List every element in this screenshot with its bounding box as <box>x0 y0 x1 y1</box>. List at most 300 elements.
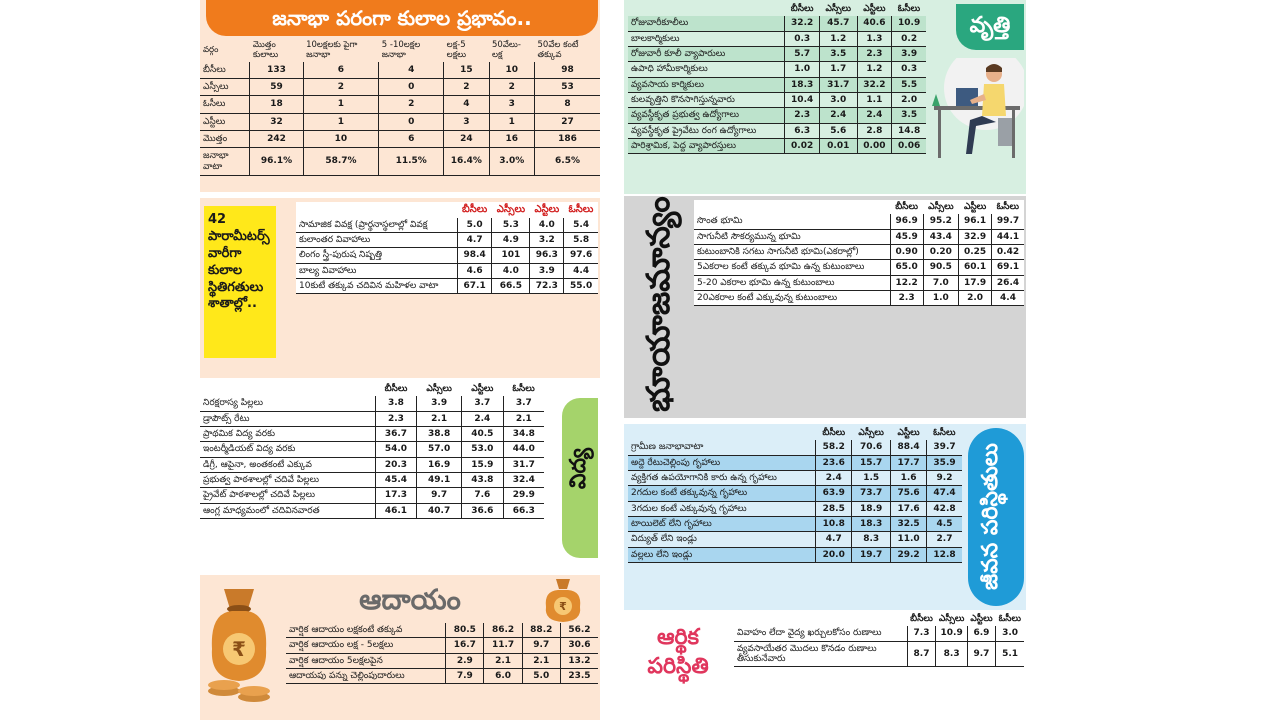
table-cell: 2.8 <box>857 123 892 138</box>
occupation-table <box>628 2 926 154</box>
parameters-section <box>200 198 600 378</box>
table-row <box>200 396 544 411</box>
table-cell: 2.1 <box>522 653 560 668</box>
land-section <box>624 196 1026 418</box>
table-cell: 3 <box>489 96 535 113</box>
table-cell: 36.7 <box>375 427 417 442</box>
row-label: డిగ్రీ, ఆపైనా, అంతకంటే ఎక్కువ <box>200 457 375 472</box>
row-label: జనాభా వాటా <box>200 148 250 176</box>
row-label: విద్యుత్ లేని ఇండ్లు <box>628 532 816 547</box>
table-cell: 2.0 <box>959 291 992 306</box>
income-table <box>286 623 598 684</box>
table-cell: 80.5 <box>446 623 484 638</box>
table-cell: 101 <box>492 248 530 263</box>
table-cell: 0.42 <box>992 245 1024 260</box>
table-cell: 38.8 <box>417 427 462 442</box>
table-cell: 96.1 <box>959 214 992 229</box>
table-cell: 2.4 <box>816 471 852 486</box>
table-cell: 96.1% <box>250 148 303 176</box>
row-label: ఆంగ్ల మాధ్యమంలో చదివినవారత <box>200 503 375 518</box>
table-cell: 6.0 <box>484 669 522 684</box>
occupation-section <box>624 0 1026 194</box>
table-cell: 3 <box>444 113 489 130</box>
table-cell: 96.3 <box>530 248 564 263</box>
table-cell: 2 <box>379 96 444 113</box>
table-row <box>694 260 1024 275</box>
table-cell: 88.2 <box>522 623 560 638</box>
row-label: 5ఎకరాల కంటే తక్కువ భూమి ఉన్న కుటుంబాలు <box>694 260 890 275</box>
table-cell: 44.0 <box>503 442 544 457</box>
table-cell: 18.3 <box>785 77 820 92</box>
table-row <box>628 440 962 455</box>
column-header: ఎస్టీలు <box>963 202 987 212</box>
table-cell: 0.06 <box>892 139 926 154</box>
column-header: ఎస్టీలు <box>970 614 993 624</box>
column-header: ఓసీలు <box>568 204 594 215</box>
row-label: ఎస్టీలు <box>200 113 250 130</box>
table-cell: 98.4 <box>457 248 492 263</box>
table-cell: 2 <box>303 78 379 95</box>
table-cell: 3.0 <box>820 93 857 108</box>
row-label: బీసీలు <box>200 62 250 79</box>
row-label: ప్రాథమిక విద్య వరకు <box>200 427 375 442</box>
table-row <box>628 77 926 92</box>
table-cell: 10 <box>303 130 379 147</box>
table-cell: 9.7 <box>417 488 462 503</box>
table-cell: 53.0 <box>462 442 504 457</box>
table-cell: 32.2 <box>857 77 892 92</box>
table-cell: 47.4 <box>927 486 962 501</box>
table-cell: 2.3 <box>857 47 892 62</box>
table-row <box>628 532 962 547</box>
column-header: ఎస్సీలు <box>496 204 526 215</box>
table-header-row <box>628 426 962 440</box>
table-cell: 18.3 <box>852 517 891 532</box>
table-row <box>200 473 544 488</box>
row-label: కుటుంబానికి సగటు సాగునీటి భూమి(ఎకరాల్లో) <box>694 245 890 260</box>
table-cell: 17.6 <box>891 501 927 516</box>
row-label: ప్రైవేట్ పాఠశాలల్లో చదివే పిల్లలు <box>200 488 375 503</box>
table-cell: 3.5 <box>892 108 926 123</box>
table-cell: 7.0 <box>923 275 959 290</box>
column-header: వర్గం <box>203 44 219 55</box>
row-label: వివాహం లేదా వైద్య ఖర్చులకోసం రుణాలు <box>734 626 907 641</box>
row-label: బాలకార్మికులు <box>628 31 785 46</box>
table-row <box>200 78 600 95</box>
education-tab <box>562 398 598 558</box>
small-money-bag-icon <box>538 575 588 625</box>
table-cell: 5.3 <box>492 218 530 233</box>
table-row <box>628 16 926 31</box>
table-row <box>200 130 600 147</box>
table-cell: 18.9 <box>852 501 891 516</box>
column-header: ఎస్టీలు <box>534 204 560 215</box>
living-label: జీవన పరిస్థితులు <box>978 443 1003 591</box>
row-label: రోజువారీ కూలీ వ్యాపారులు <box>628 47 785 62</box>
table-cell: 15.9 <box>462 457 504 472</box>
table-header-row <box>628 2 926 16</box>
table-cell: 2.9 <box>446 653 484 668</box>
table-cell: 3.0 <box>996 626 1024 641</box>
table-cell: 10 <box>489 62 535 79</box>
table-cell: 8.3 <box>936 641 967 667</box>
table-cell: 8.7 <box>907 641 936 667</box>
row-label: ఆదాయపు పన్ను చెల్లింపుదారులు <box>286 669 446 684</box>
table-cell: 45.4 <box>375 473 417 488</box>
table-cell: 90.5 <box>923 260 959 275</box>
table-cell: 1.7 <box>820 62 857 77</box>
table-cell: 42.8 <box>927 501 962 516</box>
table-cell: 2.3 <box>375 411 417 426</box>
table-cell: 3.9 <box>530 263 564 278</box>
table-cell: 40.6 <box>857 16 892 31</box>
table-cell: 58.7% <box>303 148 379 176</box>
column-header: 10లక్షలకు పైగా జనాభా <box>306 40 358 60</box>
table-cell: 2.1 <box>503 411 544 426</box>
table-cell: 3.9 <box>417 396 462 411</box>
table-cell: 3.2 <box>530 232 564 247</box>
table-cell: 1.5 <box>852 471 891 486</box>
table-cell: 73.7 <box>852 486 891 501</box>
table-cell: 0.20 <box>923 245 959 260</box>
land-label: భూయాజమాన్యం <box>639 196 677 412</box>
table-cell: 88.4 <box>891 440 927 455</box>
table-cell: 1.6 <box>891 471 927 486</box>
table-cell: 5.0 <box>522 669 560 684</box>
parameters-table <box>296 202 598 294</box>
column-header: ఎస్టీలు <box>863 4 886 14</box>
table-cell: 16.7 <box>446 638 484 653</box>
table-cell: 34.8 <box>503 427 544 442</box>
row-label: సామాజిక వివక్ష (ప్రార్థనాస్థలాల్లో వివక్ష <box>296 218 457 233</box>
table-cell: 11.7 <box>484 638 522 653</box>
occupation-tag: వృత్తి <box>956 4 1024 50</box>
table-row <box>628 547 962 562</box>
table-cell: 1 <box>303 113 379 130</box>
column-header: బీసీలు <box>822 428 846 438</box>
table-cell: 1.2 <box>857 62 892 77</box>
table-row <box>628 501 962 516</box>
row-label: కులవృత్తిని కొనసాగిస్తున్నవారు <box>628 93 785 108</box>
table-cell: 60.1 <box>959 260 992 275</box>
table-cell: 44.1 <box>992 229 1024 244</box>
table-row <box>200 96 600 113</box>
left-column <box>200 0 600 720</box>
population-table <box>200 40 600 176</box>
table-cell: 32.5 <box>891 517 927 532</box>
table-header-row <box>200 382 544 396</box>
table-cell: 20.3 <box>375 457 417 472</box>
table-cell: 67.1 <box>457 278 492 293</box>
row-label: సొంత భూమి <box>694 214 890 229</box>
table-cell: 4 <box>444 96 489 113</box>
table-row <box>200 113 600 130</box>
column-header <box>296 202 457 218</box>
table-row <box>628 47 926 62</box>
table-cell: 5.5 <box>892 77 926 92</box>
table-cell: 7.9 <box>446 669 484 684</box>
table-cell: 46.1 <box>375 503 417 518</box>
table-row <box>286 638 598 653</box>
table-cell: 0 <box>379 113 444 130</box>
table-row <box>734 641 1024 667</box>
table-row <box>628 471 962 486</box>
living-tab <box>968 428 1024 606</box>
table-cell: 6 <box>303 62 379 79</box>
table-row <box>628 31 926 46</box>
table-cell: 12.8 <box>927 547 962 562</box>
row-label: గ్రామీణ జనాభావాటా <box>628 440 816 455</box>
table-cell: 32.4 <box>503 473 544 488</box>
table-cell: 31.7 <box>820 77 857 92</box>
table-cell: 98 <box>535 62 600 79</box>
table-cell: 4.4 <box>992 291 1024 306</box>
table-cell: 6.3 <box>785 123 820 138</box>
row-label: 3గదుల కంటే ఎక్కువున్న గృహాలు <box>628 501 816 516</box>
table-cell: 4.5 <box>927 517 962 532</box>
column-header: ఎస్సీలు <box>858 428 884 438</box>
table-cell: 26.4 <box>992 275 1024 290</box>
table-cell: 10.9 <box>892 16 926 31</box>
table-cell: 242 <box>250 130 303 147</box>
table-cell: 66.3 <box>503 503 544 518</box>
table-cell: 32.9 <box>959 229 992 244</box>
table-cell: 15.7 <box>852 455 891 470</box>
column-header: 50వేలు- లక్ష <box>492 40 521 60</box>
column-header <box>628 426 816 440</box>
table-cell: 55.0 <box>564 278 598 293</box>
population-section <box>200 0 600 192</box>
table-row <box>296 263 598 278</box>
table-cell: 23.6 <box>816 455 852 470</box>
svg-text:₹: ₹ <box>232 637 246 661</box>
row-label: ఎస్సీలు <box>200 78 250 95</box>
table-cell: 0.01 <box>820 139 857 154</box>
table-cell: 29.2 <box>891 547 927 562</box>
table-cell: 2.4 <box>857 108 892 123</box>
column-header: ఎస్సీలు <box>938 614 965 624</box>
row-label: 10కుటే తక్కువ చదివిన మహిళల వాటా <box>296 278 457 293</box>
table-cell: 14.8 <box>892 123 926 138</box>
table-cell: 3.5 <box>820 47 857 62</box>
table-row <box>628 108 926 123</box>
table-header-row <box>296 202 598 218</box>
table-cell: 7.3 <box>907 626 936 641</box>
table-cell: 97.6 <box>564 248 598 263</box>
column-header: ఓసీలు <box>998 614 1021 624</box>
row-label: ఓసీలు <box>200 96 250 113</box>
table-cell: 16 <box>489 130 535 147</box>
table-cell: 3.7 <box>503 396 544 411</box>
office-worker-illustration <box>926 58 1024 168</box>
table-cell: 18 <box>250 96 303 113</box>
table-cell: 58.2 <box>816 440 852 455</box>
table-cell: 4.7 <box>457 232 492 247</box>
row-label: 20ఎకరాల కంటే ఎక్కువున్న కుటుంబాలు <box>694 291 890 306</box>
table-cell: 65.0 <box>890 260 923 275</box>
table-cell: 95.2 <box>923 214 959 229</box>
table-cell: 75.6 <box>891 486 927 501</box>
table-row <box>286 623 598 638</box>
table-cell: 43.4 <box>923 229 959 244</box>
table-cell: 23.5 <box>560 669 598 684</box>
row-label: బాల్య వివాహాలు <box>296 263 457 278</box>
economic-section <box>624 612 1026 720</box>
economic-table <box>734 612 1024 667</box>
income-title: ఆదాయం <box>359 583 461 616</box>
table-cell: 49.1 <box>417 473 462 488</box>
table-cell: 5.1 <box>996 641 1024 667</box>
table-row <box>694 229 1024 244</box>
table-row <box>628 62 926 77</box>
table-cell: 2.4 <box>820 108 857 123</box>
table-cell: 3.8 <box>375 396 417 411</box>
table-cell: 54.0 <box>375 442 417 457</box>
table-row <box>734 626 1024 641</box>
table-header-row <box>694 200 1024 214</box>
table-row <box>200 457 544 472</box>
table-cell: 1 <box>303 96 379 113</box>
table-cell: 2 <box>444 78 489 95</box>
table-row <box>296 278 598 293</box>
table-cell: 3.7 <box>462 396 504 411</box>
table-cell: 10.4 <box>785 93 820 108</box>
table-cell: 59 <box>250 78 303 95</box>
land-tab <box>630 196 690 412</box>
education-table <box>200 382 544 519</box>
table-cell: 10.9 <box>936 626 967 641</box>
table-cell: 2.7 <box>927 532 962 547</box>
table-cell: 0.3 <box>785 31 820 46</box>
land-table <box>694 200 1024 306</box>
table-cell: 4.0 <box>530 218 564 233</box>
table-cell: 16.4% <box>444 148 489 176</box>
table-cell: 1.1 <box>857 93 892 108</box>
table-row <box>200 411 544 426</box>
table-cell: 2.4 <box>462 411 504 426</box>
table-cell: 70.6 <box>852 440 891 455</box>
row-label: 2గదుల కంటే తక్కువున్న గృహాలు <box>628 486 816 501</box>
table-cell: 3.9 <box>892 47 926 62</box>
table-cell: 17.9 <box>959 275 992 290</box>
table-cell: 6.5% <box>535 148 600 176</box>
row-label: సాగునీటి సౌకర్యమున్న భూమి <box>694 229 890 244</box>
column-header <box>694 200 890 214</box>
table-cell: 0.00 <box>857 139 892 154</box>
table-row <box>628 486 962 501</box>
row-label: వ్యవసాయ కార్మికులు <box>628 77 785 92</box>
table-cell: 31.7 <box>503 457 544 472</box>
education-section <box>200 380 600 570</box>
table-cell: 45.7 <box>820 16 857 31</box>
row-label: ప్రభుత్వ పాఠశాలల్లో చదివే పిల్లలు <box>200 473 375 488</box>
table-cell: 56.2 <box>560 623 598 638</box>
column-header: ఎస్టీలు <box>897 428 920 438</box>
money-bag-icon <box>202 579 276 709</box>
table-cell: 5.7 <box>785 47 820 62</box>
table-cell: 43.8 <box>462 473 504 488</box>
table-cell: 29.9 <box>503 488 544 503</box>
table-cell: 6 <box>379 130 444 147</box>
table-cell: 17.3 <box>375 488 417 503</box>
table-cell: 36.6 <box>462 503 504 518</box>
table-row <box>296 232 598 247</box>
row-label: వార్షిక ఆదాయం 5లక్షలపైన <box>286 653 446 668</box>
column-header: 50వేల కంటే తక్కువ <box>537 40 579 60</box>
table-cell: 0.25 <box>959 245 992 260</box>
table-cell: 2 <box>489 78 535 95</box>
table-cell: 2.0 <box>892 93 926 108</box>
row-label: లింగం స్త్రీ-పురుష నిష్పత్తి <box>296 248 457 263</box>
row-label: డ్రాపౌట్స్ రేటు <box>200 411 375 426</box>
table-row <box>200 503 544 518</box>
table-cell: 1.3 <box>857 31 892 46</box>
table-cell: 32 <box>250 113 303 130</box>
column-header: బీసీలు <box>790 4 814 14</box>
table-cell: 7.6 <box>462 488 504 503</box>
right-column <box>624 0 1026 720</box>
column-header <box>200 382 375 396</box>
table-cell: 27 <box>535 113 600 130</box>
row-label: వ్యవసాయేతర మొదలు కొనడం రుణాలు తీసుకునేవారు <box>734 641 907 667</box>
column-header: ఓసీలు <box>897 4 921 14</box>
table-cell: 66.5 <box>492 278 530 293</box>
table-header-row <box>200 40 600 62</box>
table-cell: 39.7 <box>927 440 962 455</box>
table-row <box>628 139 926 154</box>
newspaper-page <box>200 0 1026 720</box>
table-cell: 32.2 <box>785 16 820 31</box>
table-cell: 16.9 <box>417 457 462 472</box>
table-cell: 72.3 <box>530 278 564 293</box>
row-label: 5-20 ఎకరాల భూమి ఉన్న కుటుంబాలు <box>694 275 890 290</box>
table-cell: 0.02 <box>785 139 820 154</box>
column-header: ఓసీలు <box>933 428 956 438</box>
population-title: జనాభా పరంగా కులాల ప్రభావం.. <box>206 0 598 36</box>
table-cell: 6.9 <box>967 626 995 641</box>
table-cell: 4.7 <box>816 532 852 547</box>
table-cell: 45.9 <box>890 229 923 244</box>
column-header: ఎస్సీలు <box>426 384 452 394</box>
row-label: పారిశ్రామిక, పెద్ద వ్యాపారస్తులు <box>628 139 785 154</box>
table-cell: 86.2 <box>484 623 522 638</box>
row-label: అద్దె రేటుచెల్లింపు గృహాలు <box>628 455 816 470</box>
table-cell: 1.2 <box>820 31 857 46</box>
table-cell: 13.2 <box>560 653 598 668</box>
table-row <box>286 653 598 668</box>
table-cell: 35.9 <box>927 455 962 470</box>
table-cell: 28.5 <box>816 501 852 516</box>
table-cell: 4 <box>379 62 444 79</box>
table-cell: 69.1 <box>992 260 1024 275</box>
table-cell: 5.6 <box>820 123 857 138</box>
table-row <box>200 488 544 503</box>
svg-text:₹: ₹ <box>559 600 567 613</box>
table-cell: 11.0 <box>891 532 927 547</box>
table-row <box>296 248 598 263</box>
column-header <box>734 612 907 626</box>
income-section <box>200 575 600 720</box>
table-row <box>628 517 962 532</box>
living-table <box>628 426 962 563</box>
column-header: ఎస్సీలు <box>825 4 852 14</box>
table-cell: 20.0 <box>816 547 852 562</box>
living-section <box>624 424 1026 610</box>
table-cell: 186 <box>535 130 600 147</box>
column-header: లక్ష-5 లక్షలు <box>446 40 467 60</box>
table-row <box>296 218 598 233</box>
table-cell: 4.6 <box>457 263 492 278</box>
